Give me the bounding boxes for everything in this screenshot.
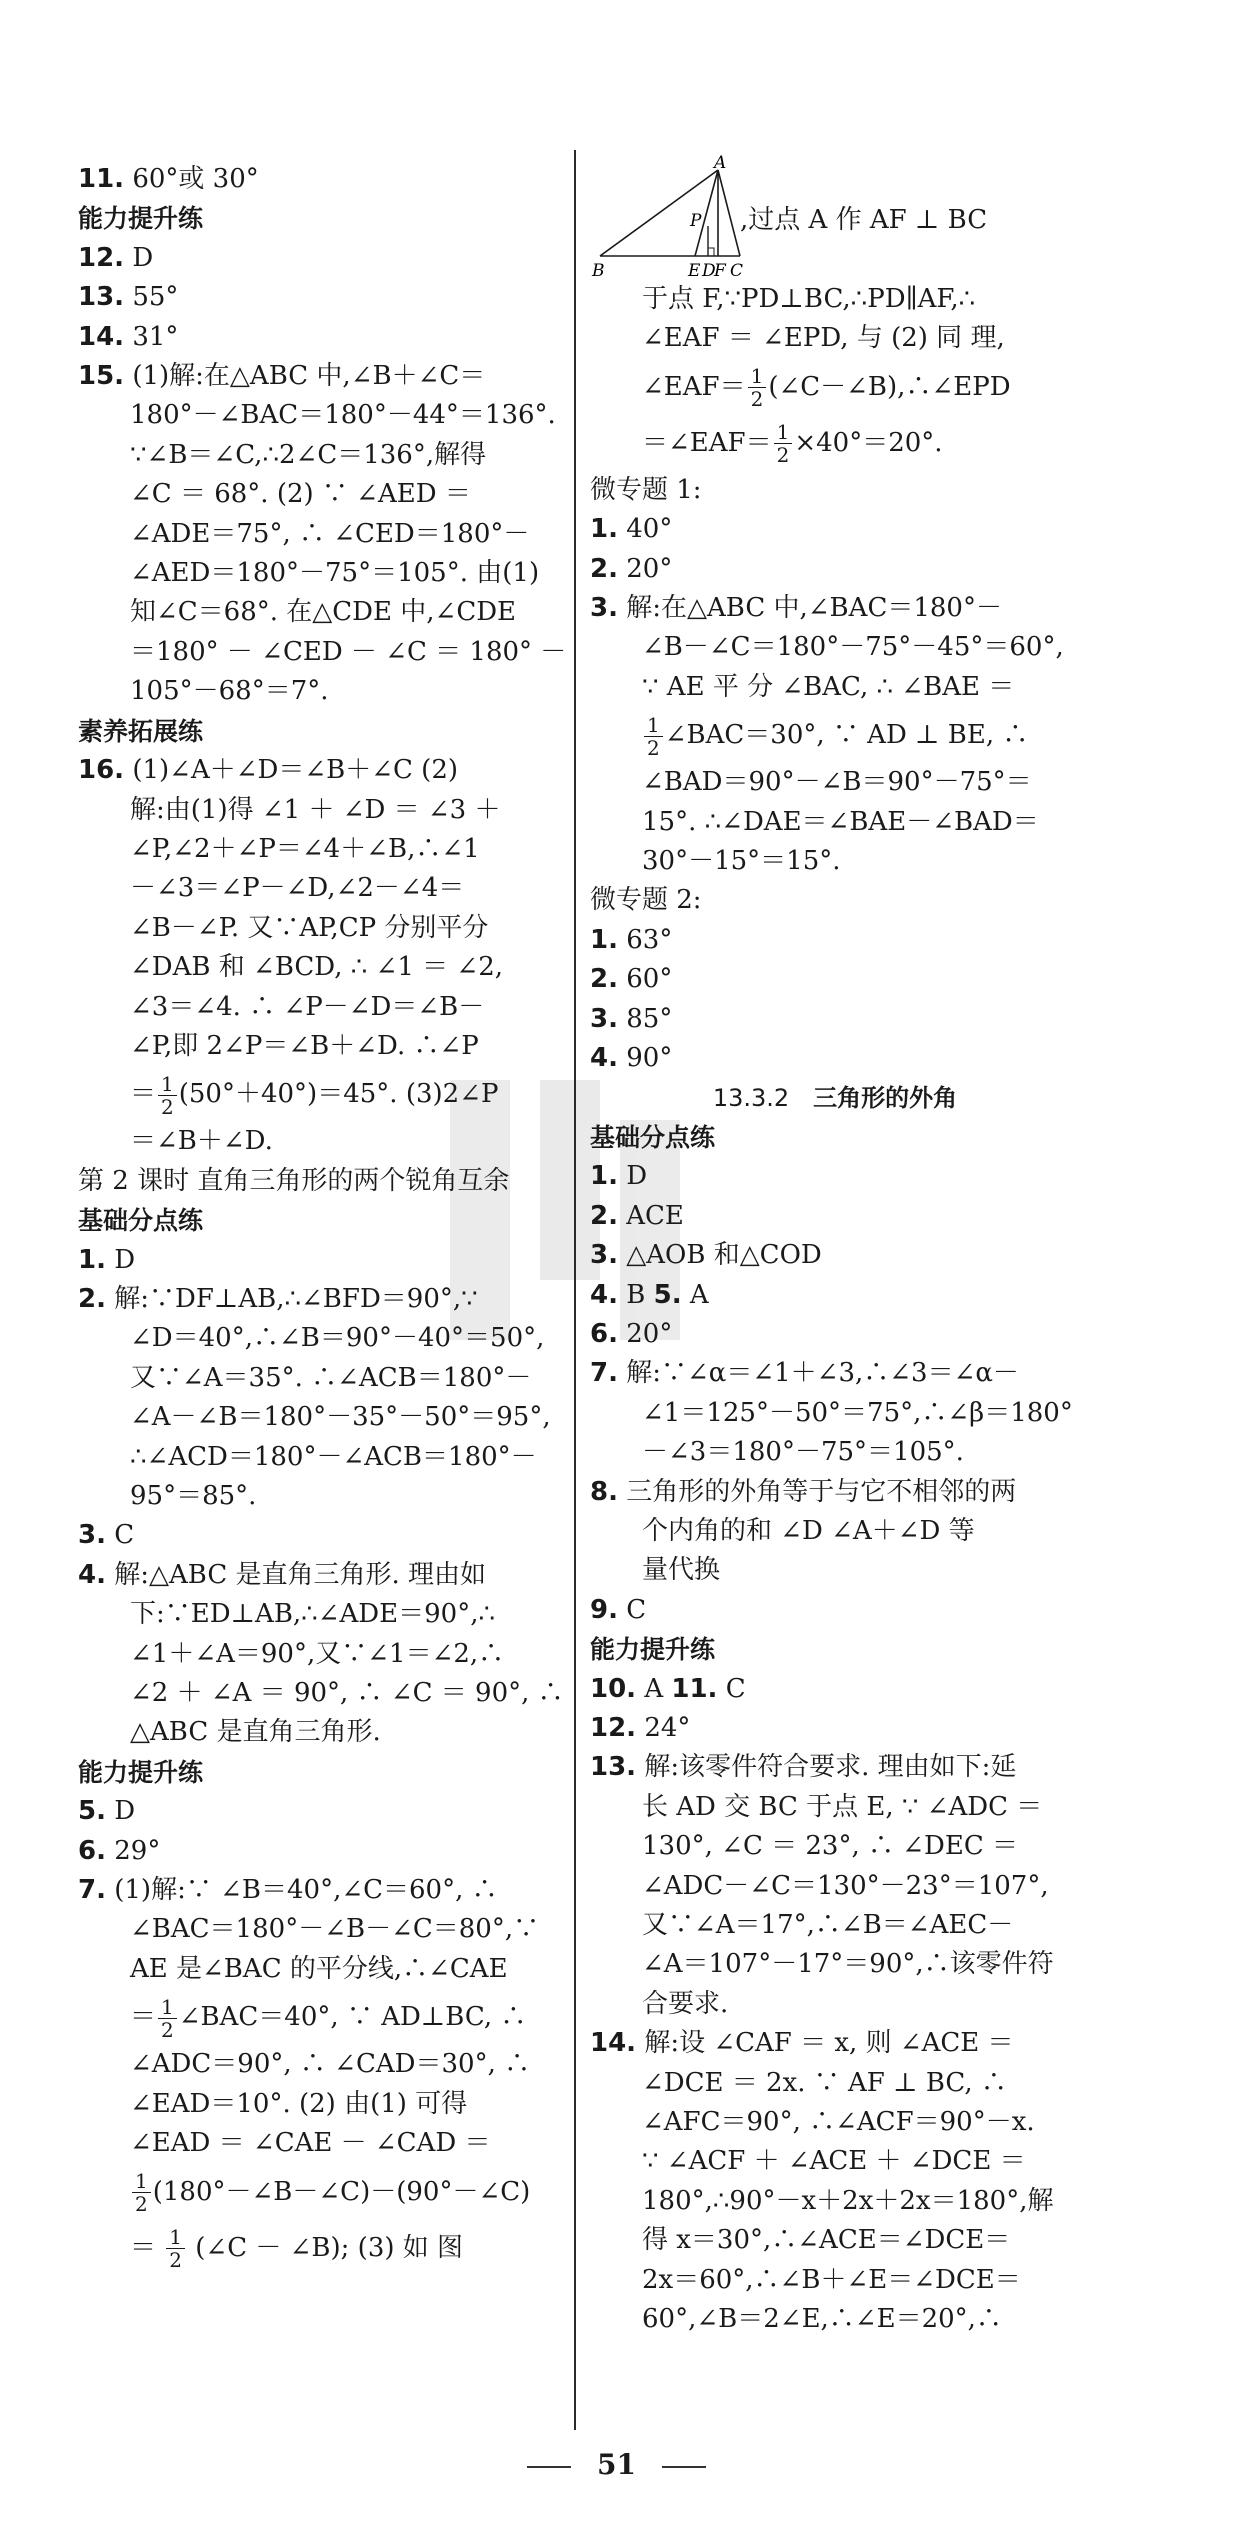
answer-item	[78, 318, 556, 357]
fraction-denominator: 2	[169, 2248, 182, 2272]
figure-line	[590, 153, 1080, 281]
item-number: 3.	[590, 593, 618, 624]
item-text: 90°	[617, 1043, 673, 1074]
answer-item	[590, 1197, 1080, 1236]
answer-item	[590, 1039, 1080, 1078]
figure-label-a: A	[714, 153, 727, 173]
item-text: (1)∠A＋∠D＝∠B＋∠C (2)	[124, 755, 459, 786]
answer-continuation: 知∠C＝68°. 在△CDE 中,∠CDE	[130, 597, 517, 628]
left-column	[78, 160, 567, 2276]
fraction-denominator: 2	[161, 2017, 174, 2042]
item-text: C	[717, 1673, 746, 1704]
fraction-suffix: (180°－∠B－∠C)－(90°－∠C)	[152, 2176, 531, 2207]
figure-label-p: P	[690, 211, 702, 231]
answer-continuation: ∠DAB 和 ∠BCD, ∴ ∠1 ＝ ∠2,	[130, 952, 504, 983]
answer-item	[590, 1315, 1080, 1354]
answer-continuation: 下:∵ED⊥AB,∴∠ADE＝90°,∴	[130, 1599, 496, 1630]
triangle-figure	[590, 153, 744, 281]
answer-continuation: ∠EAF ＝ ∠EPD, 与 (2) 同 理,	[642, 323, 1005, 354]
item-text: A	[636, 1673, 672, 1704]
item-number: 2.	[590, 964, 618, 995]
item-text: △AOB 和△COD	[617, 1240, 822, 1271]
item-number: 11.	[671, 1673, 718, 1704]
answer-continuation: 长 AD 交 BC 于点 E, ∵ ∠ADC ＝	[642, 1791, 1043, 1822]
item-number: 15.	[78, 361, 125, 392]
answer-continuation: ∠AFC＝90°, ∴∠ACF＝90°－x.	[642, 2107, 1035, 2138]
item-text: 20°	[617, 1318, 673, 1349]
item-text: 60°	[617, 964, 673, 995]
fraction-prefix: ＝∠EAF＝	[642, 427, 772, 458]
answer-continuation: ∠P,∠2＋∠P＝∠4＋∠B,∴∠1	[130, 833, 480, 864]
answer-continuation: ∠A＝107°－17°＝90°,∴该零件符	[642, 1949, 1054, 1980]
lesson-title: 第 2 课时 直角三角形的两个锐角互余	[78, 1165, 510, 1196]
item-text: (1)解:在△ABC 中,∠B＋∠C＝	[124, 361, 486, 392]
item-number: 13.	[590, 1752, 637, 1783]
fraction-suffix: (∠C － ∠B); (3) 如 图	[187, 2232, 464, 2263]
answer-continuation: 180°,∴90°－x＋2x＋2x＝180°,解	[642, 2185, 1054, 2216]
item-number: 3.	[78, 1520, 106, 1551]
item-number: 12.	[590, 1713, 637, 1743]
answer-item	[590, 1473, 1080, 1512]
item-text: (1)解:∵ ∠B＝40°,∠C＝60°, ∴	[105, 1875, 498, 1906]
item-number: 13.	[78, 282, 125, 313]
item-text: 三角形的外角等于与它不相邻的两	[617, 1476, 1017, 1507]
answer-item	[590, 1709, 1080, 1748]
answer-item	[590, 1236, 1080, 1275]
item-text: 40°	[617, 514, 673, 545]
figure-label-b: B	[592, 261, 605, 281]
answer-item	[78, 239, 556, 278]
topic-heading: 微专题 1:	[590, 474, 702, 505]
answer-continuation: 个内角的和 ∠D ∠A＋∠D 等	[642, 1515, 975, 1546]
fraction	[774, 421, 793, 466]
answer-continuation: 量代换	[642, 1555, 721, 1586]
item-text: D	[124, 242, 154, 273]
section-heading: 基础分点练	[590, 1122, 716, 1152]
item-number: 6.	[590, 1318, 618, 1349]
item-number: 2.	[78, 1283, 106, 1314]
answer-item	[590, 1157, 1080, 1196]
item-text: ACE	[617, 1200, 684, 1231]
item-text: C	[617, 1594, 647, 1625]
answer-continuation: 又∵∠A＝17°,∴∠B＝∠AEC－	[642, 1910, 1014, 1941]
item-number: 3.	[590, 1003, 618, 1034]
answer-continuation: △ABC 是直角三角形.	[130, 1717, 381, 1748]
answer-continuation: 于点 F,∵PD⊥BC,∴PD∥AF,∴	[642, 284, 976, 314]
answer-continuation: 解:由(1)得 ∠1 ＋ ∠D ＝ ∠3 ＋	[130, 794, 501, 825]
answer-item	[590, 1276, 1080, 1315]
fraction	[644, 714, 663, 759]
fraction-suffix: ∠BAC＝40°, ∵ AD⊥BC, ∴	[178, 2002, 527, 2033]
fraction-numerator: 1	[644, 714, 663, 737]
fraction	[166, 2226, 185, 2271]
answer-continuation: ∠ADC＝90°, ∴ ∠CAD＝30°, ∴	[130, 2049, 531, 2080]
fraction-suffix: (50°＋40°)＝45°. (3)2∠P	[178, 1079, 499, 1110]
fraction-numerator: 1	[748, 365, 767, 388]
item-number: 7.	[590, 1358, 618, 1389]
item-number: 4.	[590, 1043, 618, 1074]
fraction	[132, 2170, 151, 2215]
answer-continuation: ∠BAD＝90°－∠B＝90°－75°＝	[642, 767, 1032, 798]
item-text: 解:∵DF⊥AB,∴∠BFD＝90°,∵	[105, 1283, 478, 1314]
fraction-numerator: 1	[132, 2170, 151, 2193]
fraction-numerator: 1	[158, 1073, 177, 1096]
section-heading: 能力提升练	[78, 1757, 204, 1787]
section-title	[590, 1079, 1080, 1118]
answer-continuation: 合要求.	[642, 1988, 729, 2019]
answer-continuation: ∠EAD＝10°. (2) 由(1) 可得	[130, 2088, 468, 2119]
fraction	[748, 365, 767, 410]
item-text: 解:该零件符合要求. 理由如下:延	[636, 1752, 1017, 1783]
answer-continuation: 15°. ∴∠DAE＝∠BAE－∠BAD＝	[642, 806, 1039, 837]
item-text: 55°	[124, 282, 179, 313]
answer-continuation: ∠EAD ＝ ∠CAE － ∠CAD ＝	[130, 2128, 491, 2159]
section-heading: 能力提升练	[78, 204, 204, 234]
answer-continuation: ∠P,即 2∠P＝∠B＋∠D. ∴∠P	[130, 1030, 479, 1061]
fraction-prefix: ＝	[130, 1079, 157, 1110]
answer-continuation: ∠1＝125°－50°＝75°,∴∠β＝180°	[642, 1397, 1073, 1428]
item-text: 29°	[105, 1835, 161, 1866]
answer-continuation: 30°－15°＝15°.	[642, 846, 841, 877]
answer-item	[590, 921, 1080, 960]
topic-heading: 微专题 2:	[590, 885, 702, 916]
answer-continuation: －∠3＝∠P－∠D,∠2－∠4＝	[130, 873, 465, 904]
figure-label-c: C	[730, 261, 744, 281]
right-angle-mark	[708, 248, 714, 256]
answer-continuation: ＝∠B＋∠D.	[130, 1126, 273, 1157]
answer-continuation: 60°,∠B＝2∠E,∴∠E＝20°,∴	[642, 2304, 1002, 2335]
item-text: C	[105, 1520, 135, 1551]
answer-item	[590, 960, 1080, 999]
answer-item	[78, 1516, 556, 1555]
item-number: 3.	[590, 1240, 618, 1271]
figure-label-d: D	[702, 261, 716, 281]
figure-label-f: F	[714, 261, 726, 281]
item-number: 9.	[590, 1594, 618, 1625]
answer-continuation: ∠A－∠B＝180°－35°－50°＝95°,	[130, 1402, 551, 1433]
answer-item	[590, 1354, 1080, 1393]
answer-continuation: ∵ ∠ACF ＋ ∠ACE ＋ ∠DCE ＝	[642, 2146, 1026, 2177]
fraction-denominator: 2	[750, 387, 764, 412]
item-number: 2.	[590, 1200, 618, 1231]
answer-continuation: 2x＝60°,∴∠B＋∠E＝∠DCE＝	[642, 2264, 1021, 2295]
answer-item	[590, 1000, 1080, 1039]
answer-continuation: 105°－68°＝7°.	[130, 676, 329, 707]
answer-continuation: 180°－∠BAC＝180°－44°＝136°.	[130, 400, 556, 431]
item-number: 2.	[590, 553, 618, 584]
fraction-suffix: ×40°＝20°.	[794, 427, 943, 458]
answer-continuation: －∠3＝180°－75°＝105°.	[642, 1437, 964, 1468]
fraction-suffix: ∠BAC＝30°, ∵ AD ⊥ BE, ∴	[664, 720, 1029, 751]
section-heading: 素养拓展练	[78, 716, 204, 746]
right-column	[590, 153, 1080, 2340]
answer-item	[78, 1871, 556, 1910]
answer-continuation: AE 是∠BAC 的平分线,∴∠CAE	[130, 1953, 508, 1984]
answer-continuation: ∠D＝40°,∴∠B＝90°－40°＝50°,	[130, 1323, 545, 1354]
item-text: 31°	[124, 321, 179, 352]
item-text: D	[105, 1796, 136, 1827]
answer-fraction-line	[590, 415, 1080, 471]
item-text: 60°或 30°	[124, 164, 259, 194]
item-text: 解:设 ∠CAF ＝ x, 则 ∠ACE ＝	[636, 2028, 1014, 2059]
answer-continuation: ∠ADE＝75°, ∴ ∠CED＝180°－	[130, 518, 530, 549]
fraction-denominator: 2	[647, 735, 660, 760]
fraction-prefix: ∠EAF＝	[642, 371, 746, 402]
item-text: 24°	[636, 1713, 691, 1743]
answer-item	[78, 160, 556, 199]
item-text: 解:△ABC 是直角三角形. 理由如	[105, 1559, 487, 1590]
item-number: 6.	[78, 1835, 106, 1866]
figure-label-e: E	[688, 261, 701, 281]
fraction-prefix: ＝	[130, 2002, 157, 2033]
item-text: A	[681, 1279, 709, 1310]
fraction-suffix: (∠C－∠B),∴∠EPD	[768, 371, 1011, 402]
item-text: D	[105, 1244, 136, 1275]
answer-item	[590, 510, 1080, 549]
answer-item	[78, 278, 556, 317]
page-footer	[0, 2448, 1233, 2481]
answer-continuation: ∠BAC＝180°－∠B－∠C＝80°,∵	[130, 1914, 540, 1945]
item-number: 7.	[78, 1875, 106, 1906]
fraction	[158, 1996, 177, 2041]
answer-item	[590, 1670, 1080, 1709]
item-number: 16.	[78, 755, 125, 786]
fraction-denominator: 2	[776, 443, 790, 468]
section-heading: 基础分点练	[78, 1206, 204, 1236]
fraction-numerator: 1	[774, 421, 793, 444]
answer-continuation: 95°＝85°.	[130, 1481, 257, 1511]
answer-fraction-line	[590, 707, 1080, 763]
item-text: 解:在△ABC 中,∠BAC＝180°－	[617, 593, 1002, 624]
answer-item	[78, 751, 556, 790]
item-number: 5.	[78, 1796, 106, 1827]
answer-continuation: ＝180° － ∠CED － ∠C ＝ 180° －	[130, 636, 567, 667]
fraction-denominator: 2	[135, 2192, 148, 2216]
answer-continuation: ∠3＝∠4. ∴ ∠P－∠D＝∠B－	[130, 991, 485, 1022]
item-number: 4.	[78, 1559, 106, 1590]
figure-segment	[718, 170, 740, 256]
fraction-prefix: ＝	[130, 2232, 165, 2263]
item-text: 63°	[617, 924, 673, 955]
item-text: D	[617, 1161, 648, 1192]
answer-item	[78, 1280, 556, 1319]
answer-item	[78, 357, 556, 396]
item-number: 11.	[78, 164, 125, 194]
answer-continuation: 又∵∠A＝35°. ∴∠ACB＝180°－	[130, 1362, 532, 1393]
section-number: 13.3.2	[712, 1083, 790, 1112]
answer-continuation: ∠1＋∠A＝90°,又∵∠1＝∠2,∴	[130, 1638, 505, 1669]
item-number: 14.	[78, 321, 125, 352]
item-number: 4.	[590, 1279, 618, 1310]
answer-continuation: 130°, ∠C ＝ 23°, ∴ ∠DEC ＝	[642, 1831, 1019, 1862]
item-text: 20°	[617, 553, 673, 584]
answer-continuation: ∵∠B＝∠C,∴2∠C＝136°,解得	[130, 439, 487, 470]
answer-item	[78, 1241, 556, 1280]
answer-fraction-line	[78, 2220, 556, 2276]
answer-continuation: ∠ADC－∠C＝130°－23°＝107°,	[642, 1870, 1049, 1901]
answer-continuation: ∠AED＝180°－75°＝105°. 由(1)	[130, 558, 540, 589]
page-number: 51	[597, 2448, 636, 2481]
figure-caption-text: ,过点 A 作 AF ⊥ BC	[740, 205, 988, 235]
footer-dash-right	[662, 2466, 706, 2468]
section-name: 三角形的外角	[813, 1083, 958, 1112]
fraction	[158, 1073, 177, 1118]
fraction-numerator: 1	[166, 2226, 185, 2249]
answer-fraction-line	[78, 1066, 556, 1122]
answer-item	[590, 2024, 1080, 2063]
answer-item	[590, 1748, 1080, 1787]
answer-continuation: ∠2 ＋ ∠A ＝ 90°, ∴ ∠C ＝ 90°, ∴	[130, 1678, 564, 1709]
answer-continuation: ∠C ＝ 68°. (2) ∵ ∠AED ＝	[130, 479, 471, 510]
answer-item	[78, 1556, 556, 1595]
fraction-numerator: 1	[158, 1996, 177, 2019]
answer-fraction-line	[590, 359, 1080, 415]
item-text: B	[617, 1279, 654, 1310]
item-number: 1.	[590, 1161, 618, 1192]
answer-continuation: ∠DCE ＝ 2x. ∵ AF ⊥ BC, ∴	[642, 2067, 1007, 2098]
answer-fraction-line	[78, 1989, 556, 2045]
item-number: 5.	[653, 1279, 682, 1310]
answer-item	[78, 1792, 556, 1831]
item-text: 解:∵∠α＝∠1＋∠3,∴∠3＝∠α－	[617, 1358, 1019, 1389]
answer-item	[590, 589, 1080, 628]
item-text: 85°	[617, 1003, 673, 1034]
item-number: 1.	[590, 514, 618, 545]
answer-continuation: ∵ AE 平 分 ∠BAC, ∴ ∠BAE ＝	[642, 671, 1015, 702]
answer-fraction-line	[78, 2164, 556, 2220]
answer-continuation: ∴∠ACD＝180°－∠ACB＝180°－	[130, 1441, 537, 1472]
item-number: 10.	[590, 1673, 637, 1704]
answer-continuation: 得 x＝30°,∴∠ACE＝∠DCE＝	[642, 2225, 1011, 2256]
footer-dash-left	[527, 2466, 571, 2468]
answer-continuation: ∠B－∠P. 又∵AP,CP 分别平分	[130, 912, 489, 943]
item-number: 1.	[590, 924, 618, 955]
answer-item	[78, 1832, 556, 1871]
fraction-denominator: 2	[161, 1094, 174, 1119]
answer-continuation: ∠B－∠C＝180°－75°－45°＝60°,	[642, 632, 1064, 663]
answer-item	[590, 550, 1080, 589]
item-number: 8.	[590, 1476, 618, 1507]
column-divider	[574, 150, 576, 2430]
answer-item	[590, 1591, 1080, 1630]
item-number: 1.	[78, 1244, 106, 1275]
item-number: 14.	[590, 2028, 637, 2059]
section-heading: 能力提升练	[590, 1635, 716, 1665]
item-number: 12.	[78, 242, 125, 273]
